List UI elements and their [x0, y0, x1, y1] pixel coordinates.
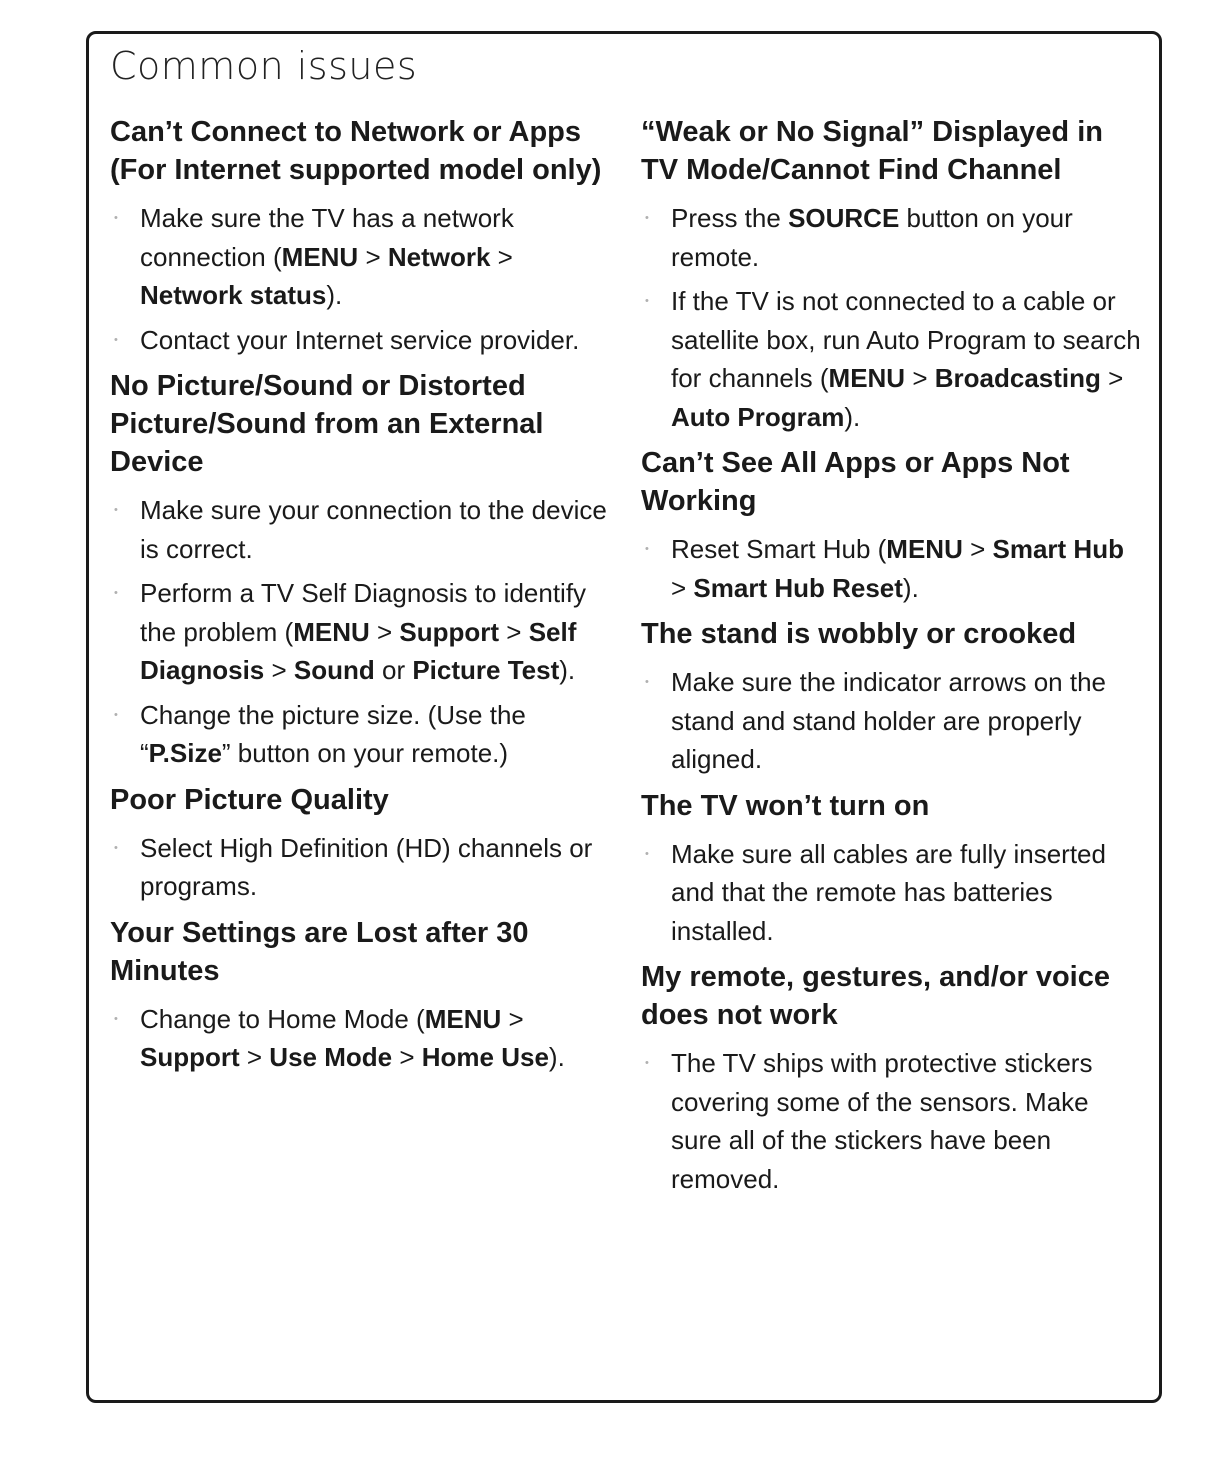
solution-list [641, 530, 1146, 607]
solution-list [641, 835, 1146, 951]
solution-text: ). [559, 655, 576, 685]
solution-text: button on your remote. [671, 203, 1073, 272]
issue-heading: Can’t See All Apps or Apps Not Working [641, 447, 1070, 517]
left-column [110, 113, 615, 1085]
solution-text: > [1100, 363, 1124, 393]
menu-path-term: Network status [140, 280, 327, 310]
solution-item [110, 696, 615, 773]
menu-path-term: Smart Hub [992, 534, 1124, 564]
issue-section-poor-picture-quality [110, 781, 615, 906]
solution-text: Select High Definition (HD) channels or programs. [140, 832, 593, 901]
issue-section-my-remote-gestures-and-or-voice-does-not [641, 958, 1146, 1198]
solution-text: > [962, 534, 993, 564]
solution-text: > [392, 1042, 422, 1072]
solution-list [110, 199, 615, 359]
bullet-icon: • [645, 676, 649, 688]
bullet-icon: • [114, 841, 118, 854]
menu-path-term: MENU [281, 241, 359, 272]
solution-item [110, 199, 615, 315]
bullet-icon: • [114, 1012, 118, 1025]
solution-text: Contact your Internet service provider. [140, 324, 580, 355]
solution-text: The TV ships with protective stickers covering some of the sensors. Make sure all of the stickers have been removed. [671, 1048, 1093, 1194]
issue-heading: Can’t Connect to Network or Apps (For Internet supported model only) [110, 116, 602, 186]
solution-item [641, 199, 1146, 276]
solution-text: ). [548, 1042, 565, 1072]
bullet-icon: • [645, 543, 649, 555]
solution-item [110, 491, 615, 568]
bullet-icon: • [645, 1057, 649, 1069]
menu-path-term: MENU [886, 534, 963, 564]
solution-list [641, 1044, 1146, 1198]
issue-section-your-settings-are-lost-after-30-minutes [110, 914, 615, 1077]
solution-text: Change the picture size. (Use the “ [140, 699, 526, 768]
issue-section-weak-or-no-signal-displayed-in-tv-mode-c [641, 113, 1146, 436]
solution-text: Make sure the TV has a network connection ( [140, 203, 514, 272]
bullet-icon: • [645, 212, 649, 224]
solution-text: > [369, 616, 400, 647]
bullet-icon: • [645, 295, 649, 307]
solution-item [110, 574, 615, 690]
issue-heading: “Weak or No Signal” Displayed in TV Mode/Cannot Find Channel [641, 116, 1103, 186]
issue-heading: The TV won’t turn on [641, 789, 930, 822]
solution-text: ). [326, 280, 343, 310]
menu-path-term: MENU [424, 1003, 502, 1034]
solution-list [110, 829, 615, 906]
solution-text: > [239, 1042, 270, 1072]
menu-path-term: P.Size [148, 738, 222, 768]
solution-item [641, 663, 1146, 779]
solution-text: ” button on your remote.) [221, 738, 509, 768]
menu-path-term: Support [140, 1042, 240, 1072]
solution-list [641, 199, 1146, 436]
issue-heading: No Picture/Sound or Distorted Picture/Sound from an External Device [110, 370, 544, 478]
solution-text: > [905, 363, 935, 393]
solution-text: Make sure your connection to the device is correct. [140, 495, 607, 564]
issue-section-the-stand-is-wobbly-or-crooked [641, 615, 1146, 779]
bullet-icon: • [114, 212, 118, 224]
issue-section-the-tv-won-t-turn-on [641, 787, 1146, 951]
issue-heading: Your Settings are Lost after 30 Minutes [110, 916, 529, 987]
menu-path-term: Self Diagnosis [140, 616, 577, 685]
solution-list [110, 1000, 615, 1077]
solution-item [110, 1000, 615, 1077]
menu-path-term: Picture Test [412, 655, 560, 685]
issue-section-can-t-see-all-apps-or-apps-not-working [641, 444, 1146, 607]
menu-path-term: Broadcasting [934, 363, 1101, 393]
issue-section-can-t-connect-to-network-or-apps-for-int [110, 113, 615, 359]
menu-path-term: Sound [293, 655, 375, 685]
menu-path-term: MENU [828, 363, 906, 393]
solution-text: > [490, 241, 513, 272]
menu-path-term: MENU [293, 616, 370, 647]
menu-path-term: Auto Program [671, 401, 845, 432]
solution-item [110, 321, 615, 360]
solution-text: > [499, 616, 529, 647]
bullet-icon: • [114, 587, 118, 599]
page-title: Common issues [110, 44, 418, 88]
solution-text: > [501, 1003, 524, 1034]
solution-text: or [374, 655, 413, 685]
solution-text: Make sure all cables are fully inserted and that the remote has batteries installed. [671, 838, 1106, 946]
solution-text: Change to Home Mode ( [140, 1003, 425, 1034]
menu-path-term: Support [399, 616, 500, 647]
bullet-icon: • [114, 333, 118, 346]
menu-path-term: Smart Hub Reset [693, 572, 903, 603]
issue-heading: My remote, gestures, and/or voice does not work [641, 961, 1110, 1031]
issue-heading: Poor Picture Quality [110, 783, 389, 816]
solution-text: > [264, 655, 294, 685]
issue-heading: The stand is wobbly or crooked [641, 618, 1077, 650]
menu-path-term: Home Use [421, 1042, 549, 1072]
solution-text: > [358, 241, 388, 272]
solution-list [641, 663, 1146, 779]
solution-text: Press the [671, 203, 789, 233]
right-column [641, 113, 1146, 1206]
issue-section-no-picture-sound-or-distorted-picture-so [110, 367, 615, 773]
bullet-icon: • [114, 708, 118, 721]
solution-text: Perform a TV Self Diagnosis to identify the problem ( [140, 578, 587, 647]
solution-text: Make sure the indicator arrows on the stand and stand holder are properly aligned. [671, 667, 1106, 774]
solution-item [641, 530, 1146, 607]
menu-path-term: Network [387, 241, 491, 272]
solution-text: If the TV is not connected to a cable or satellite box, run Auto Program to search for channels ( [671, 286, 1141, 393]
menu-path-term: Use Mode [269, 1042, 393, 1072]
solution-text: ). [844, 401, 861, 432]
solution-item [641, 1044, 1146, 1198]
bullet-icon: • [645, 847, 649, 860]
solution-item [641, 835, 1146, 951]
solution-text: > [671, 572, 694, 603]
solution-text: Reset Smart Hub ( [671, 534, 887, 564]
solution-text: ). [902, 572, 919, 603]
bullet-icon: • [114, 504, 118, 516]
solution-item [110, 829, 615, 906]
menu-path-term: SOURCE [788, 203, 900, 233]
solution-list [110, 491, 615, 773]
solution-item [641, 282, 1146, 436]
